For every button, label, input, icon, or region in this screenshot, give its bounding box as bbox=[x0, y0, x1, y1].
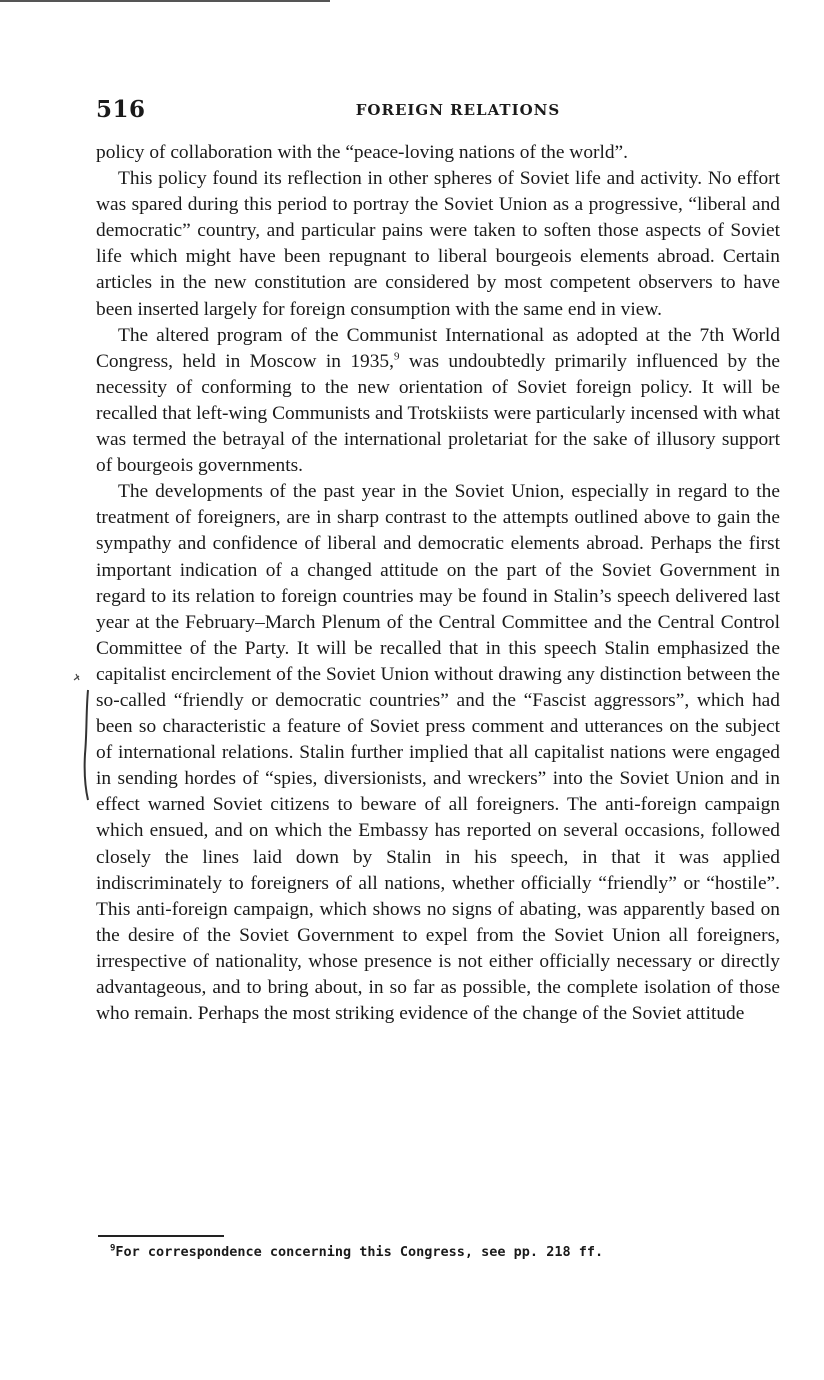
footnote bbox=[110, 1243, 770, 1261]
footnote-marker: 9 bbox=[110, 1243, 116, 1254]
top-rule bbox=[0, 0, 330, 2]
body-text bbox=[96, 140, 780, 1027]
margin-pencil-mark bbox=[70, 672, 94, 802]
paragraph-text-after-note: was undoubtedly primarily influenced by the necessity of conforming to the new orientation of Soviet foreign policy. It will be recalled that left-wing Communists and Trotskiists were particularly incensed with what was termed the betrayal of the international proletariat for the sake of illusory support of bourgeois governments. bbox=[96, 350, 780, 477]
running-head bbox=[96, 96, 780, 126]
running-title: FOREIGN RELATIONS bbox=[355, 101, 561, 119]
paragraph: This policy found its reflection in other spheres of Soviet life and activity. No effort was spared during this period to portray the Soviet Union as a progressive, “liberal and democratic” country, and particular pains were taken to soften those aspects of Soviet life which might have been repugnant to liberal bourgeois elements abroad. Certain articles in the new constitution are considered by most competent observers to have been inserted largely for foreign consumption with the same end in view. bbox=[96, 168, 780, 320]
paragraph-text-before-note: The altered program of the Communist International as adopted at the 7th World Congress, held in Moscow in 1935, bbox=[96, 324, 780, 372]
page-number: 516 bbox=[96, 96, 146, 123]
footnote-rule bbox=[98, 1235, 224, 1237]
paragraph: The developments of the past year in the Soviet Union, especially in regard to the treatment of foreigners, are in sharp contrast to the attempts outlined above to gain the sympathy and confidence of liberal and democratic elements abroad. Perhaps the first important indication of a changed attitude on the part of the Soviet Government in regard to its relation to foreign countries may be found in Stalin’s speech delivered last year at the February–March Plenum of the Central Committee and the Central Control Committee of the Party. It will be recalled that in this speech Stalin emphasized the capitalist encirclement of the Soviet Union without drawing any distinction between the so-called “friendly or democratic countries” and the “Fascist aggressors”, which had been so characteristic a feature of Soviet press comment and utterances on the subject of international relations. Stalin further implied that all capitalist nations were engaged in sending hordes of “spies, diversionists, and wreckers” into the Soviet Union and in effect warned Soviet citizens to beware of all foreigners. The anti-foreign campaign which ensued, and on which the Embassy has reported on several occasions, followed closely the lines laid down by Stalin in his speech, in that it was applied indiscriminately to foreigners of all nations, whether officially “friendly” or “hostile”. This anti-foreign campaign, which shows no signs of abating, was apparently based on the desire of the Soviet Government to expel from the Soviet Union all foreigners, irrespective of nationality, whose presence is not either officially necessary or directly advantageous, and to bring about, in so far as possible, the complete isolation of those who remain. Perhaps the most striking evidence of the change of the Soviet attitude bbox=[96, 481, 780, 1025]
footnote-reference[interactable]: 9 bbox=[393, 350, 400, 363]
paragraph: policy of collaboration with the “peace-loving nations of the world”. bbox=[96, 142, 629, 163]
paragraph bbox=[96, 323, 780, 480]
footnote-text: For correspondence concerning this Congress, see pp. 218 ff. bbox=[115, 1244, 604, 1260]
